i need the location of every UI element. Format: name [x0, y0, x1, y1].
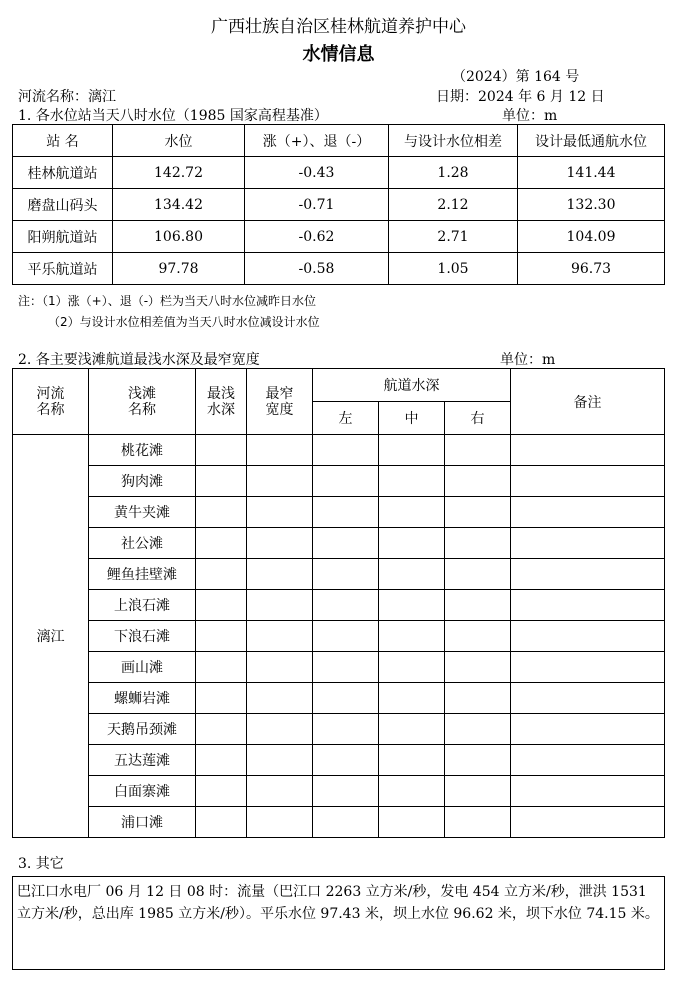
- table-row: [13, 189, 665, 221]
- page-title: 水情信息: [302, 44, 375, 65]
- table-row: [13, 652, 665, 683]
- water-level: 134.42: [113, 189, 245, 221]
- design-min-level: 96.73: [518, 253, 665, 285]
- table-row: [13, 466, 665, 497]
- table-note: 注：（1）涨（+）、退（-）栏为当天八时水位减昨日水位: [18, 294, 317, 308]
- table-row: [13, 621, 665, 652]
- shoal-name: 社公滩: [89, 528, 196, 559]
- table-header-row: [13, 125, 665, 157]
- table-note: （2）与设计水位相差值为当天八时水位减设计水位: [48, 315, 320, 329]
- station-name: 阳朔航道站: [13, 221, 113, 253]
- water-level: 97.78: [113, 253, 245, 285]
- level-change: -0.58: [245, 253, 389, 285]
- table-row: [13, 590, 665, 621]
- shoal-name: 黄牛夹滩: [89, 497, 196, 528]
- section2-heading: 2. 各主要浅滩航道最浅水深及最窄宽度: [18, 352, 260, 368]
- river-name-cell: 漓江: [13, 435, 89, 838]
- issue-number: （2024）第 164 号: [452, 69, 580, 85]
- section1-heading: 1. 各水位站当天八时水位（1985 国家高程基准）: [18, 108, 328, 124]
- shoal-name: 画山滩: [89, 652, 196, 683]
- column-header: 站 名: [13, 125, 113, 157]
- shoal-name: 上浪石滩: [89, 590, 196, 621]
- column-header: 水位: [113, 125, 245, 157]
- table-row: [13, 745, 665, 776]
- section3-heading: 3. 其它: [18, 856, 64, 872]
- river-column-header: 河流 名称: [13, 369, 89, 435]
- column-header: 涨（+）、退（-）: [245, 125, 389, 157]
- min-width-column-header: 最窄 宽度: [247, 369, 313, 435]
- section2-unit: 单位：m: [500, 352, 556, 368]
- table-row: [13, 221, 665, 253]
- station-name: 磨盘山码头: [13, 189, 113, 221]
- shoal-column-header: 浅滩 名称: [89, 369, 196, 435]
- level-change: -0.71: [245, 189, 389, 221]
- table-row: [13, 807, 665, 838]
- water-level: 106.80: [113, 221, 245, 253]
- table-row: [13, 683, 665, 714]
- report-date: 日期：2024 年 6 月 12 日: [436, 89, 605, 105]
- water-level: 142.72: [113, 157, 245, 189]
- right-column-header: 右: [445, 402, 511, 435]
- design-min-level: 141.44: [518, 157, 665, 189]
- design-diff: 2.12: [389, 189, 518, 221]
- design-diff: 1.28: [389, 157, 518, 189]
- section1-unit: 单位：m: [502, 108, 558, 124]
- left-column-header: 左: [313, 402, 379, 435]
- middle-column-header: 中: [379, 402, 445, 435]
- shoal-name: 天鹅吊颈滩: [89, 714, 196, 745]
- shoal-name: 螺蛳岩滩: [89, 683, 196, 714]
- table-row: [13, 253, 665, 285]
- shoal-name: 狗肉滩: [89, 466, 196, 497]
- shoal-name: 下浪石滩: [89, 621, 196, 652]
- design-diff: 2.71: [389, 221, 518, 253]
- shoal-name: 鲤鱼挂壁滩: [89, 559, 196, 590]
- water-level-table: [12, 124, 665, 285]
- channel-depth-column-header: 航道水深: [313, 369, 511, 402]
- table-row: [13, 528, 665, 559]
- design-min-level: 132.30: [518, 189, 665, 221]
- min-depth-column-header: 最浅 水深: [196, 369, 247, 435]
- table-row: [13, 157, 665, 189]
- shoal-depth-table: [12, 368, 665, 838]
- shoal-name: 白面寨滩: [89, 776, 196, 807]
- shoal-name: 浦口滩: [89, 807, 196, 838]
- shoal-name: 五达莲滩: [89, 745, 196, 776]
- level-change: -0.43: [245, 157, 389, 189]
- table-row: [13, 559, 665, 590]
- column-header: 设计最低通航水位: [518, 125, 665, 157]
- station-name: 平乐航道站: [13, 253, 113, 285]
- level-change: -0.62: [245, 221, 389, 253]
- table-row: [13, 776, 665, 807]
- station-name: 桂林航道站: [13, 157, 113, 189]
- table-row: [13, 435, 665, 466]
- remark-column-header: 备注: [511, 369, 665, 435]
- organization-name: 广西壮族自治区桂林航道养护中心: [211, 17, 466, 37]
- column-header: 与设计水位相差: [389, 125, 518, 157]
- table-header-row: [13, 369, 665, 402]
- table-row: [13, 714, 665, 745]
- design-min-level: 104.09: [518, 221, 665, 253]
- table-row: [13, 497, 665, 528]
- other-info-text: 巴江口水电厂 06 月 12 日 08 时：流量（巴江口 2263 立方米/秒，发电 454 立方米/秒，泄洪 1531 立方米/秒，总出库 1985 立方米/秒）。平乐水位 97.43 米，坝上水位 96.62 米，坝下水位 74.15 米。: [12, 876, 665, 970]
- design-diff: 1.05: [389, 253, 518, 285]
- shoal-name: 桃花滩: [89, 435, 196, 466]
- river-name: 河流名称：漓江: [18, 89, 116, 105]
